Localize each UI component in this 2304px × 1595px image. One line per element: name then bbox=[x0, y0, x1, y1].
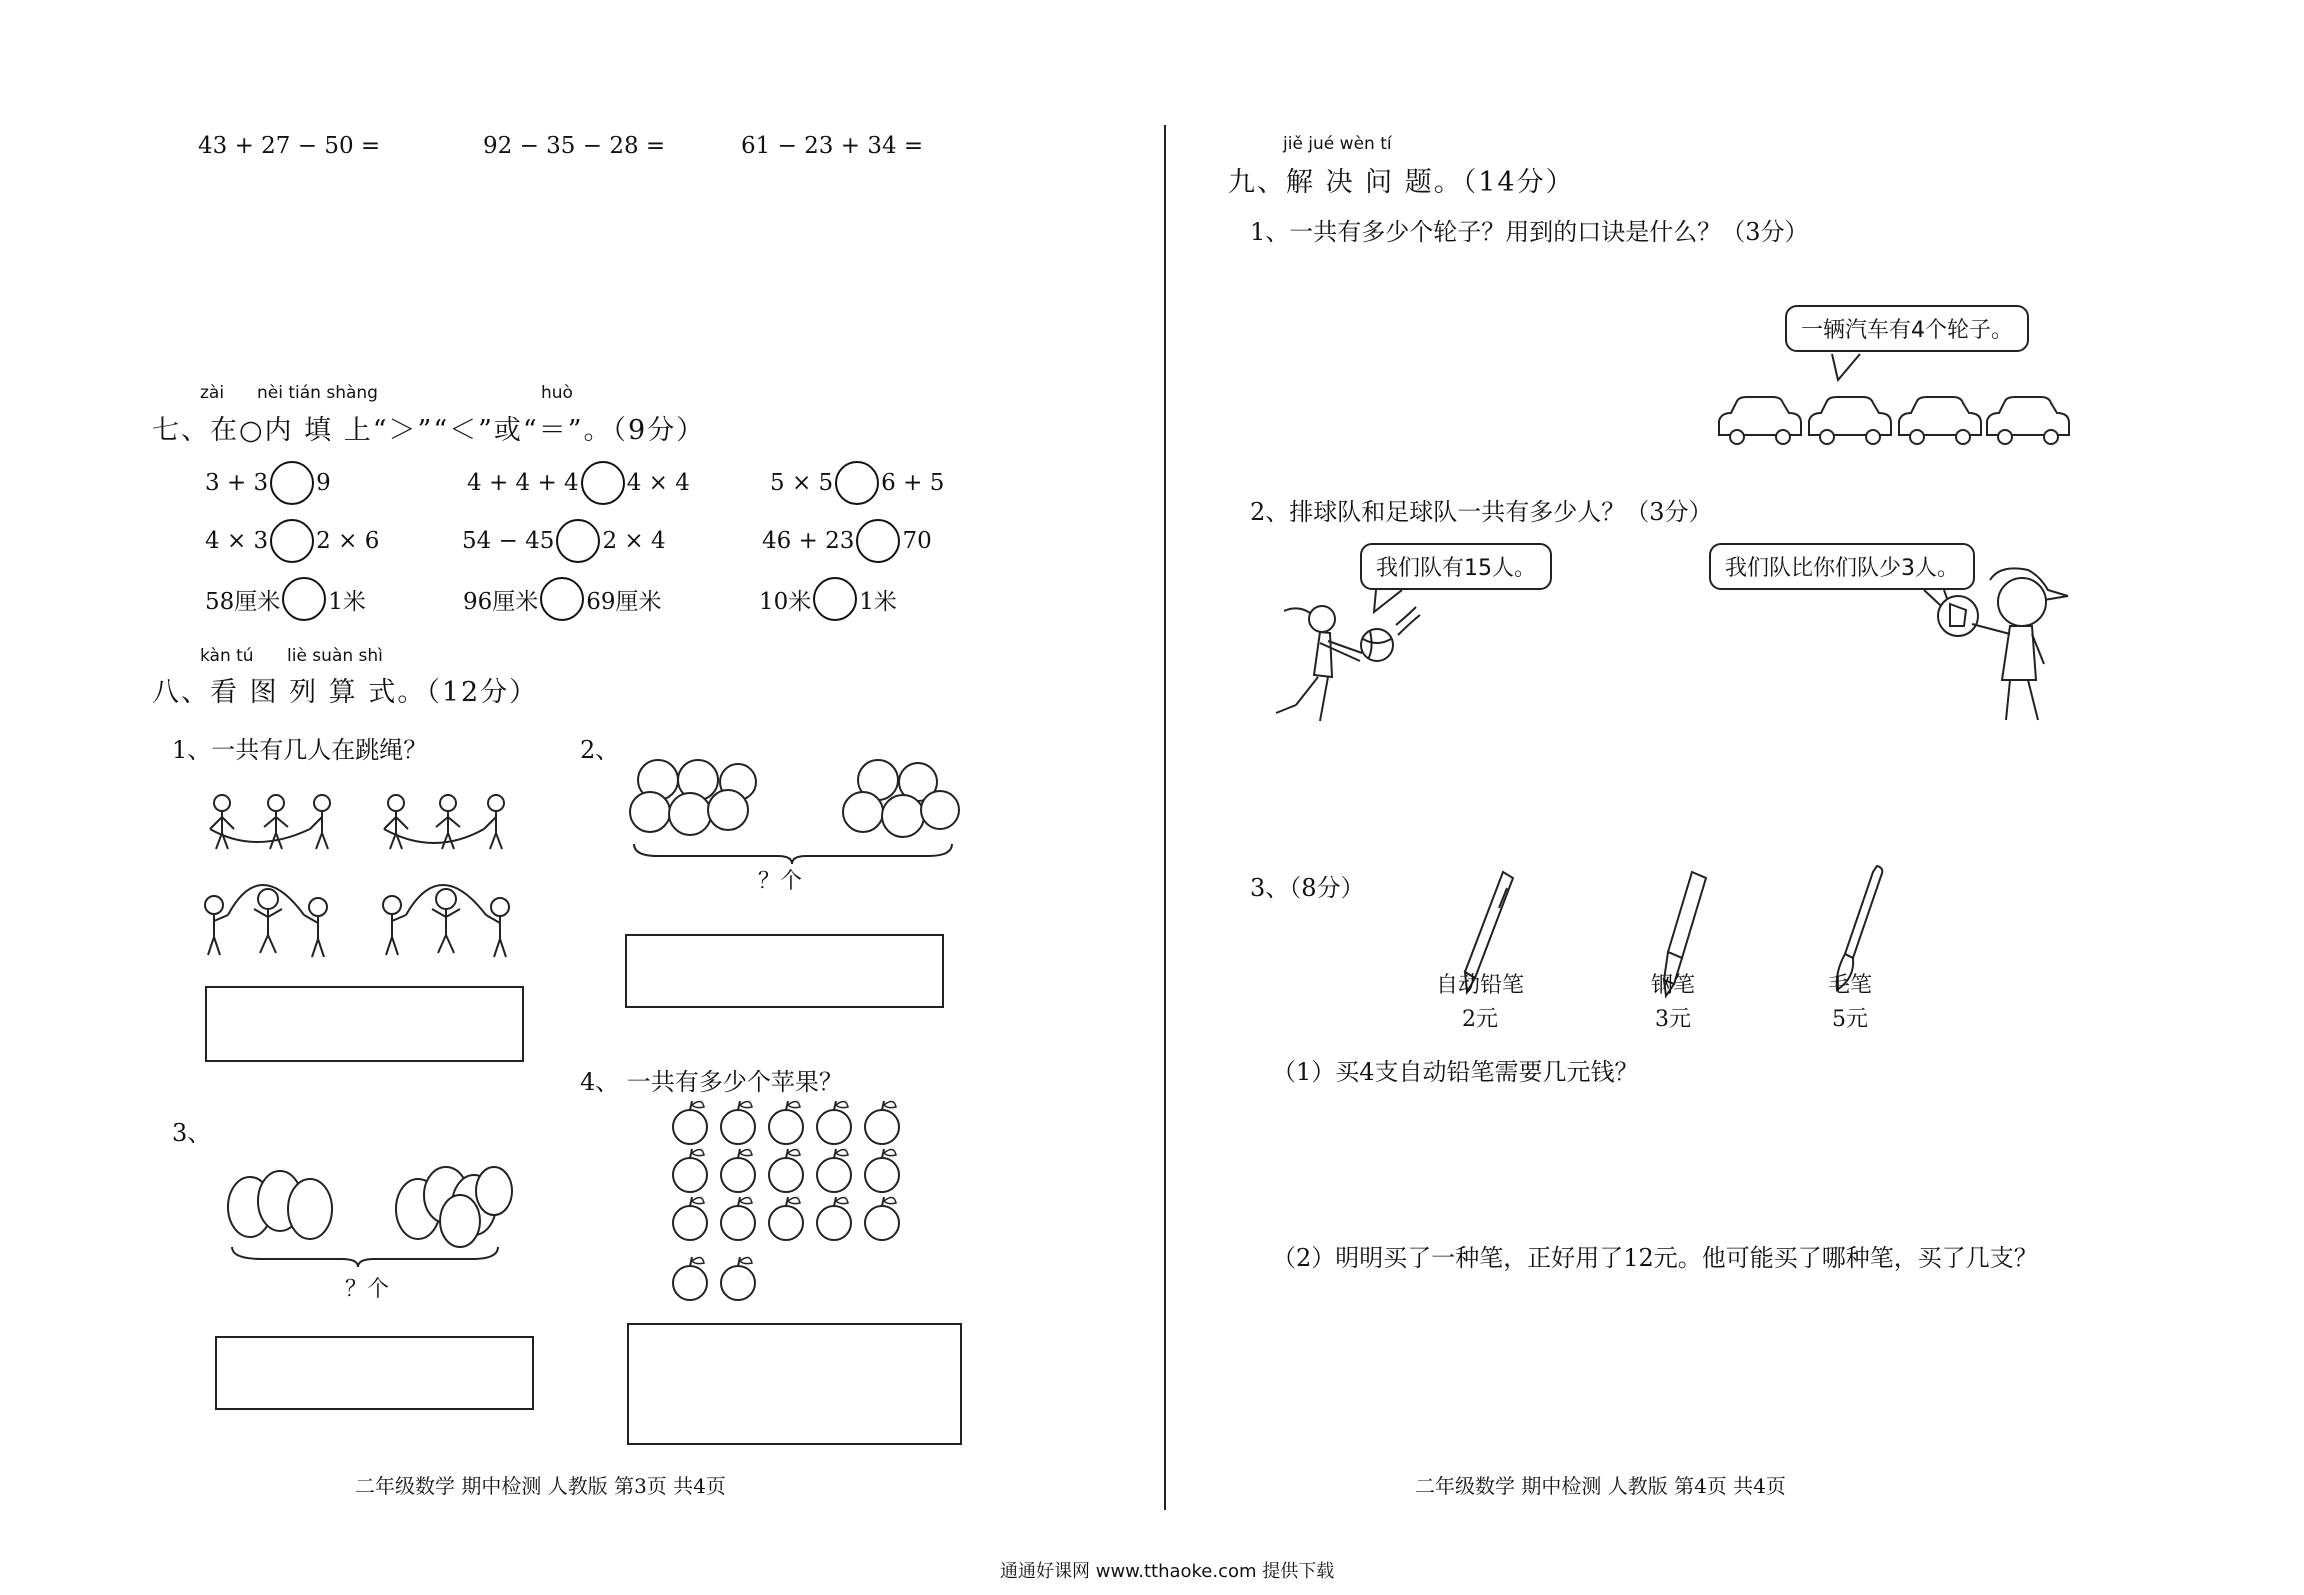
apple-icon bbox=[721, 1257, 755, 1300]
compare-r2c2 bbox=[462, 519, 666, 563]
answer-box-q8-1[interactable] bbox=[205, 986, 524, 1062]
bottom-credit: 通通好课网 www.tthaoke.com 提供下载 bbox=[1000, 1561, 1335, 1582]
cmp-right: 2 × 4 bbox=[602, 528, 666, 554]
apple-icon bbox=[769, 1101, 803, 1144]
answer-circle[interactable] bbox=[270, 461, 314, 505]
answer-box-q8-3[interactable] bbox=[215, 1336, 534, 1410]
section-8-title: 八、看 图 列 算 式。（12分） bbox=[152, 677, 539, 708]
pen-price-1: 2元 bbox=[1462, 1007, 1498, 1032]
pen-name-2: 钢笔 bbox=[1650, 973, 1695, 998]
q8-2-text: 2、 bbox=[580, 736, 620, 764]
q9-2-text: 2、排球队和足球队一共有多少人？（3分） bbox=[1250, 498, 1713, 526]
compare-r1c3 bbox=[770, 461, 944, 505]
apple-icon bbox=[865, 1149, 899, 1192]
speech-bubble-wheels: 一辆汽车有4个轮子。 bbox=[1785, 305, 2029, 352]
cmp-left: 10米 bbox=[759, 588, 812, 615]
pen-name-1: 自动铅笔 bbox=[1435, 973, 1524, 998]
equation-3: 61 − 23 + 34 = bbox=[741, 133, 924, 159]
child-figure bbox=[486, 898, 509, 957]
section-9-title: 九、解 决 问 题。（14分） bbox=[1228, 167, 1575, 198]
bubble-tail bbox=[1830, 354, 1870, 382]
child-figure bbox=[384, 795, 408, 849]
compare-r3c2 bbox=[463, 577, 662, 621]
cmp-right: 2 × 6 bbox=[316, 528, 380, 554]
cmp-left: 4 × 3 bbox=[205, 528, 269, 554]
compare-r1c1 bbox=[205, 461, 331, 505]
apple-icon bbox=[721, 1101, 755, 1144]
answer-circle[interactable] bbox=[270, 519, 314, 563]
q8-1-text: 1、一共有几人在跳绳？ bbox=[172, 736, 428, 764]
jump-rope-illustration bbox=[200, 785, 530, 975]
q9-3-1-text: （1）买4支自动铅笔需要几元钱？ bbox=[1272, 1058, 1639, 1086]
apple-icon bbox=[769, 1149, 803, 1192]
answer-box-q8-4[interactable] bbox=[627, 1323, 962, 1445]
compare-r2c1 bbox=[205, 519, 379, 563]
pen-price-2: 3元 bbox=[1655, 1007, 1691, 1032]
compare-r3c1 bbox=[205, 577, 366, 621]
pear-groups-illustration bbox=[222, 1135, 512, 1270]
speech-bubble-soccer-team: 我们队比你们队少3人。 bbox=[1709, 543, 1975, 590]
child-figure bbox=[484, 795, 504, 849]
cmp-left: 96厘米 bbox=[463, 588, 539, 615]
soccer-boy-illustration bbox=[1940, 560, 2080, 730]
apple-icon bbox=[817, 1197, 851, 1240]
q9-1-text: 1、一共有多少个轮子？用到的口诀是什么？（3分） bbox=[1250, 218, 1809, 246]
apple-icon bbox=[769, 1197, 803, 1240]
apple-icon bbox=[673, 1257, 707, 1300]
apple-icon bbox=[865, 1101, 899, 1144]
child-figure bbox=[304, 898, 327, 957]
equation-2: 92 − 35 − 28 = bbox=[483, 133, 666, 159]
apple-icon bbox=[721, 1197, 755, 1240]
compare-r2c3 bbox=[762, 519, 932, 563]
pen-name-3: 毛笔 bbox=[1827, 973, 1872, 998]
q9-3-2-text: （2）明明买了一种笔，正好用了12元。他可能买了哪种笔，买了几支？ bbox=[1272, 1244, 2038, 1272]
cmp-right: 69厘米 bbox=[586, 588, 662, 615]
apple-icon bbox=[673, 1197, 707, 1240]
footer-right: 二年级数学 期中检测 人教版 第4页 共4页 bbox=[1415, 1474, 1786, 1498]
q8-4-text: 4、 一共有多少个苹果？ bbox=[580, 1068, 843, 1096]
answer-circle[interactable] bbox=[282, 577, 326, 621]
answer-box-q8-2[interactable] bbox=[625, 934, 944, 1008]
answer-circle[interactable] bbox=[581, 461, 625, 505]
volleyball-girl-illustration bbox=[1270, 595, 1420, 730]
apple-icon bbox=[673, 1149, 707, 1192]
cmp-left: 5 × 5 bbox=[770, 470, 834, 496]
cmp-right: 6 + 5 bbox=[881, 470, 945, 496]
q9-3-text: 3、（8分） bbox=[1250, 874, 1365, 902]
pen-price-3: 5元 bbox=[1832, 1007, 1868, 1032]
apple-groups-illustration bbox=[628, 752, 958, 862]
apple-icon bbox=[673, 1101, 707, 1144]
child-figure bbox=[383, 896, 406, 955]
section-7-title: 七、在○内 填 上“＞”“＜”或“＝”。（9分） bbox=[152, 415, 706, 446]
apple-grid-illustration bbox=[670, 1105, 920, 1325]
cmp-left: 3 + 3 bbox=[205, 470, 269, 496]
pinyin-zai: zài bbox=[200, 383, 225, 403]
answer-circle[interactable] bbox=[556, 519, 600, 563]
cmp-left: 54 − 45 bbox=[462, 528, 555, 554]
answer-circle[interactable] bbox=[540, 577, 584, 621]
answer-circle[interactable] bbox=[856, 519, 900, 563]
pinyin-kan-tu: kàn tú bbox=[200, 646, 254, 666]
apple-icon bbox=[721, 1149, 755, 1192]
apple-icon bbox=[865, 1197, 899, 1240]
pinyin-huo: huò bbox=[541, 383, 573, 403]
q8-3-text: 3、 bbox=[172, 1119, 212, 1147]
answer-circle[interactable] bbox=[813, 577, 857, 621]
cmp-left: 4 + 4 + 4 bbox=[467, 470, 579, 496]
compare-r3c3 bbox=[759, 577, 897, 621]
apple-icon bbox=[817, 1149, 851, 1192]
cmp-right: 1米 bbox=[859, 588, 897, 615]
car-icon bbox=[1719, 397, 1801, 444]
pinyin-lie-suan-shi: liè suàn shì bbox=[287, 646, 383, 666]
q8-2-question: ？个 bbox=[758, 869, 803, 894]
child-figure bbox=[210, 795, 234, 849]
cmp-left: 46 + 23 bbox=[762, 528, 855, 554]
child-figure bbox=[310, 795, 330, 849]
volleyball-icon bbox=[1361, 629, 1393, 661]
cmp-left: 58厘米 bbox=[205, 588, 281, 615]
cars-illustration bbox=[1717, 395, 2077, 451]
car-icon bbox=[1899, 397, 1981, 444]
compare-r1c2 bbox=[467, 461, 690, 505]
pinyin-jie-jue-wen-ti: jiě jué wèn tí bbox=[1283, 134, 1392, 154]
child-figure bbox=[254, 889, 282, 953]
cmp-right: 1米 bbox=[328, 588, 366, 615]
cmp-right: 4 × 4 bbox=[626, 470, 690, 496]
cmp-right: 9 bbox=[316, 470, 331, 496]
page-divider bbox=[1164, 125, 1166, 1510]
equation-1: 43 + 27 − 50 = bbox=[198, 133, 381, 159]
speech-bubble-volleyball-team: 我们队有15人。 bbox=[1360, 543, 1552, 590]
car-icon bbox=[1809, 397, 1891, 444]
answer-circle[interactable] bbox=[835, 461, 879, 505]
cmp-right: 70 bbox=[902, 528, 932, 554]
child-figure bbox=[432, 889, 460, 953]
child-figure bbox=[205, 896, 228, 955]
q8-3-question: ？个 bbox=[345, 1277, 390, 1302]
car-icon bbox=[1987, 397, 2069, 444]
pinyin-nei-tian-shang: nèi tián shàng bbox=[257, 383, 378, 403]
footer-left: 二年级数学 期中检测 人教版 第3页 共4页 bbox=[355, 1474, 726, 1498]
apple-icon bbox=[817, 1101, 851, 1144]
